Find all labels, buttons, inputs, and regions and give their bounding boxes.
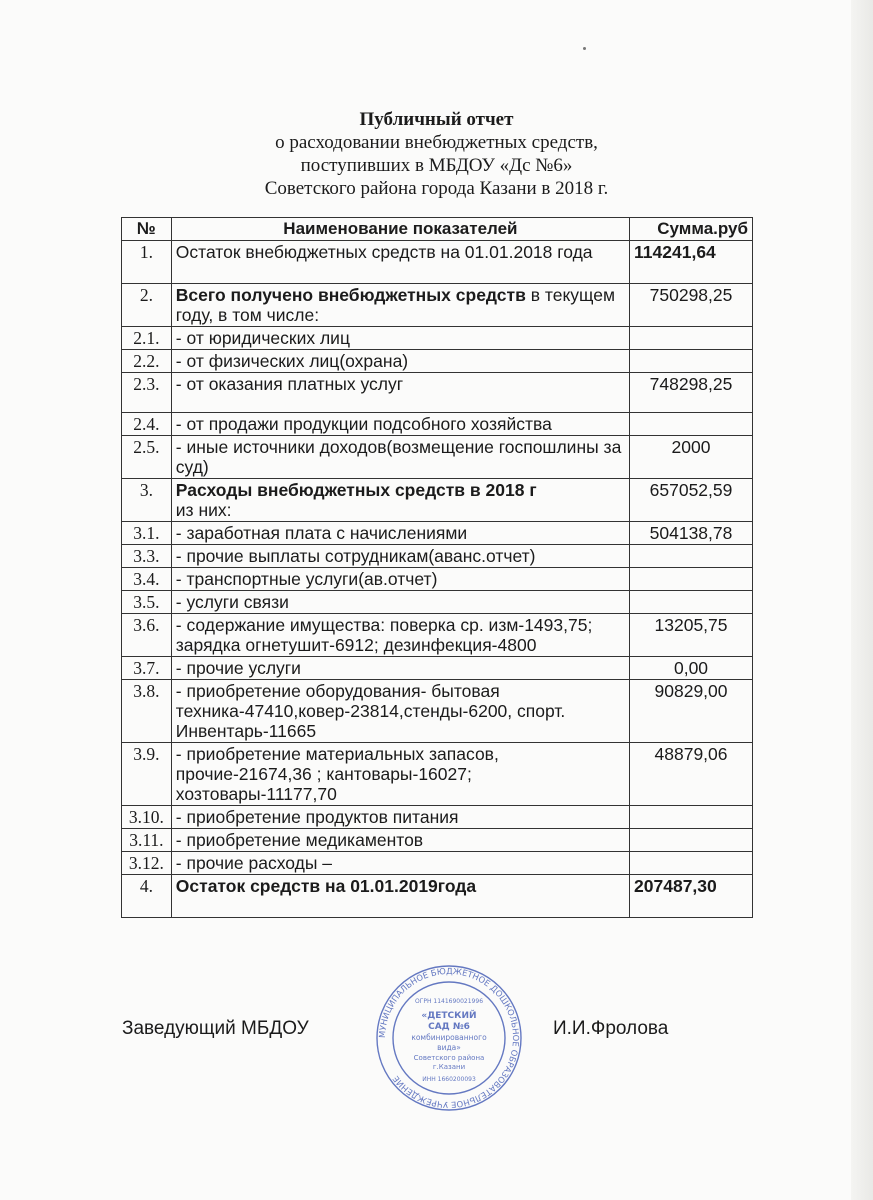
row-number: 3.5. [122, 591, 172, 614]
row-number: 2.5. [122, 436, 172, 479]
row-indicator-text: - содержание имущества: поверка ср. изм-1493,75; зарядка огнетушит-6912; дезинфекция-4800 [175, 615, 593, 655]
row-indicator-text: - иные источники доходов(возмещение госпошлины за суд) [175, 437, 622, 477]
row-number: 3.11. [122, 829, 172, 852]
row-indicator-text: - от продажи продукции подсобного хозяйства [175, 414, 552, 434]
row-sum: 114241,64 [630, 241, 753, 284]
row-indicator [171, 852, 629, 875]
row-indicator-text: - заработная плата с начислениями [175, 523, 468, 543]
position-label: Заведующий МБДОУ [122, 1018, 309, 1039]
table-row [122, 413, 753, 436]
table-row [122, 806, 753, 829]
row-indicator [171, 436, 629, 479]
row-indicator [171, 413, 629, 436]
table-header-row [122, 218, 753, 241]
row-sum: 207487,30 [630, 875, 753, 918]
row-number: 3. [122, 479, 172, 522]
row-indicator-text: - приобретение оборудования- бытовая техника-47410,ковер-23814,стенды-6200, спорт. Инвентарь-11665 [175, 681, 566, 741]
stamp-inner-1: «ДЕТСКИЙ [421, 1011, 477, 1021]
row-number: 3.12. [122, 852, 172, 875]
row-number: 2.2. [122, 350, 172, 373]
row-sum [630, 350, 753, 373]
row-indicator [171, 657, 629, 680]
row-sum: 2000 [630, 436, 753, 479]
row-indicator [171, 875, 629, 918]
row-number: 3.8. [122, 680, 172, 743]
table-row [122, 284, 753, 327]
header-sum: Сумма.руб [630, 218, 753, 241]
row-sum: 657052,59 [630, 479, 753, 522]
table-row [122, 829, 753, 852]
row-number: 4. [122, 875, 172, 918]
row-sum [630, 852, 753, 875]
report-subtitle-3: Советского района города Казани в 2018 г. [264, 178, 609, 199]
row-number: 3.9. [122, 743, 172, 806]
row-sum: 0,00 [630, 657, 753, 680]
row-sum [630, 413, 753, 436]
table-row [122, 350, 753, 373]
row-indicator-extra: из них: [175, 500, 232, 520]
table-row [122, 241, 753, 284]
row-indicator [171, 522, 629, 545]
row-indicator [171, 327, 629, 350]
report-table [121, 217, 753, 918]
report-header [0, 108, 873, 200]
row-indicator-text: - услуги связи [175, 592, 289, 612]
row-sum [630, 829, 753, 852]
row-number: 3.1. [122, 522, 172, 545]
row-number: 3.10. [122, 806, 172, 829]
row-indicator-text: - от юридических лиц [175, 328, 350, 348]
row-number: 2.1. [122, 327, 172, 350]
row-indicator [171, 241, 629, 284]
stamp-inner-4: вида» [437, 1043, 461, 1052]
stamp-inner-6: г.Казани [432, 1063, 466, 1071]
row-sum [630, 591, 753, 614]
row-indicator-text: - прочие услуги [175, 658, 301, 678]
table-row [122, 568, 753, 591]
speck [583, 47, 586, 50]
table-row [122, 591, 753, 614]
row-indicator-text: - прочие расходы – [175, 853, 333, 873]
row-number: 2. [122, 284, 172, 327]
table-row [122, 875, 753, 918]
row-indicator [171, 350, 629, 373]
stamp-inner-5: Советского района [413, 1054, 485, 1062]
row-sum [630, 545, 753, 568]
table-body [122, 241, 753, 918]
row-number: 3.6. [122, 614, 172, 657]
official-stamp [374, 963, 524, 1113]
row-indicator-text: - приобретение материальных запасов, прочие-21674,36 ; кантовары-16027; хозтовары-11177,70 [175, 744, 499, 804]
row-sum: 90829,00 [630, 680, 753, 743]
row-indicator-text: Расходы внебюджетных средств в 2018 г [175, 480, 537, 500]
row-indicator-extra: в текущем году, в том числе: [175, 285, 616, 325]
table-row [122, 522, 753, 545]
row-indicator-text: - от физических лиц(охрана) [175, 351, 409, 371]
report-subtitle-1: о расходовании внебюджетных средств, [275, 132, 598, 153]
table-row [122, 743, 753, 806]
stamp-inner-2: САД №6 [428, 1022, 470, 1032]
row-indicator [171, 680, 629, 743]
row-sum: 13205,75 [630, 614, 753, 657]
row-indicator [171, 829, 629, 852]
row-indicator-text: - прочие выплаты сотрудникам(аванс.отчет) [175, 546, 536, 566]
row-indicator-text: - приобретение медикаментов [175, 830, 424, 850]
row-indicator-text: Остаток внебюджетных средств на 01.01.2018 года [175, 242, 593, 262]
row-indicator [171, 373, 629, 413]
table-row [122, 479, 753, 522]
row-number: 2.4. [122, 413, 172, 436]
row-sum [630, 327, 753, 350]
row-sum [630, 568, 753, 591]
row-number: 1. [122, 241, 172, 284]
stamp-outer-text: МУНИЦИПАЛЬНОЕ БЮДЖЕТНОЕ ДОШКОЛЬНОЕ ОБРАЗОВАТЕЛЬНОЕ УЧРЕЖДЕНИЕ [376, 965, 522, 1111]
row-sum: 750298,25 [630, 284, 753, 327]
report-title: Публичный отчет [359, 109, 514, 130]
table-row [122, 373, 753, 413]
row-indicator [171, 591, 629, 614]
row-number: 2.3. [122, 373, 172, 413]
row-indicator [171, 743, 629, 806]
table-row [122, 545, 753, 568]
row-number: 3.3. [122, 545, 172, 568]
row-indicator [171, 614, 629, 657]
stamp-ogrn: ОГРН 1141690021996 [414, 998, 484, 1005]
row-indicator [171, 545, 629, 568]
table-row [122, 436, 753, 479]
table-row [122, 327, 753, 350]
table-row [122, 657, 753, 680]
table-row [122, 852, 753, 875]
table-row [122, 614, 753, 657]
stamp-inner-3: комбинированного [411, 1033, 487, 1042]
row-sum [630, 806, 753, 829]
stamp-inn: ИНН 1660200093 [422, 1076, 476, 1083]
header-name: Наименование показателей [171, 218, 629, 241]
header-num: № [122, 218, 172, 241]
table-row [122, 680, 753, 743]
row-indicator-text: - приобретение продуктов питания [175, 807, 459, 827]
report-subtitle-2: поступивших в МБДОУ «Дс №6» [300, 155, 573, 176]
row-indicator-text: - от оказания платных услуг [175, 374, 404, 394]
row-indicator [171, 284, 629, 327]
row-sum: 504138,78 [630, 522, 753, 545]
row-sum: 48879,06 [630, 743, 753, 806]
row-number: 3.4. [122, 568, 172, 591]
row-indicator-text: Остаток средств на 01.01.2019года [175, 876, 477, 896]
row-sum: 748298,25 [630, 373, 753, 413]
row-indicator-text: Всего получено внебюджетных средств [175, 285, 526, 305]
row-indicator-text: - транспортные услуги(ав.отчет) [175, 569, 438, 589]
row-indicator [171, 479, 629, 522]
row-number: 3.7. [122, 657, 172, 680]
row-indicator [171, 806, 629, 829]
row-indicator [171, 568, 629, 591]
signatory-name: И.И.Фролова [553, 1018, 669, 1039]
